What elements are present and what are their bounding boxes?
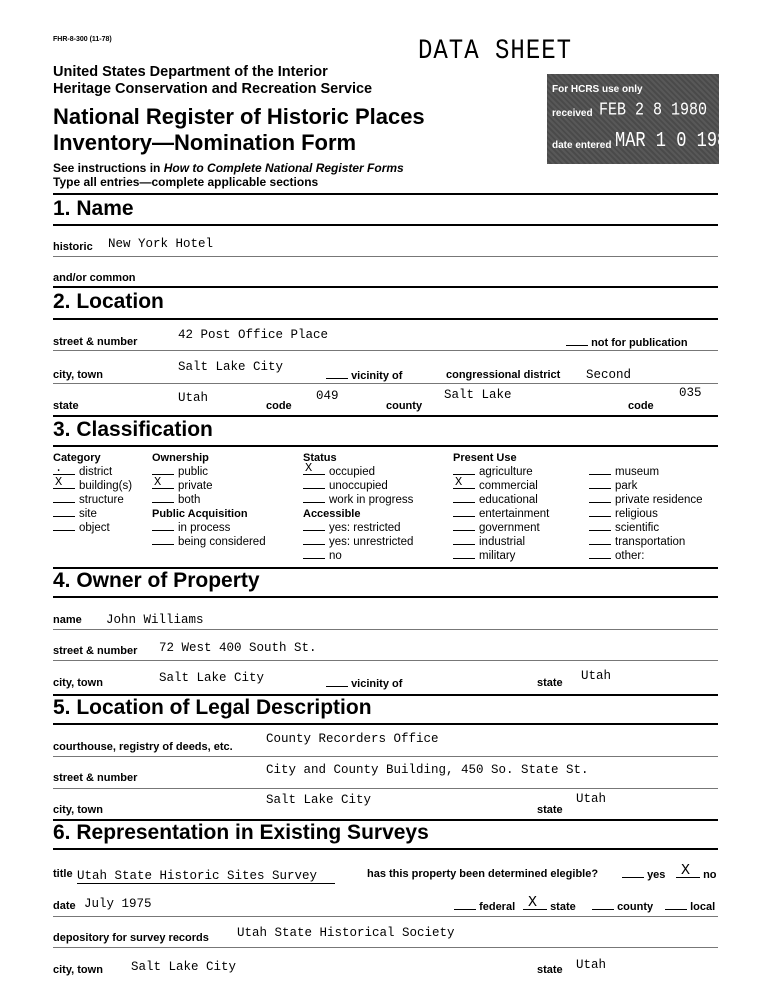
checkbox-structure[interactable]: structure <box>53 493 132 507</box>
stamp-received-date: FEB 2 8 1980 <box>599 100 708 121</box>
checkbox-no[interactable]: no <box>303 549 413 563</box>
form-title-line-1: National Register of Historic Places <box>53 104 425 129</box>
stamp-entered-date: MAR 1 0 1980 <box>615 129 738 154</box>
checkbox-religious[interactable]: religious <box>589 507 703 521</box>
section-1-heading: 1. Name <box>53 197 134 220</box>
category-list <box>53 461 133 535</box>
divider <box>53 916 718 917</box>
status-list <box>303 461 414 563</box>
stamp-heading: For HCRS use only <box>552 84 643 95</box>
checkbox-object[interactable]: object <box>53 521 132 535</box>
accessible-title: Accessible <box>303 508 361 520</box>
owner-city-label: city, town <box>53 677 103 689</box>
ownership-title: Ownership <box>152 452 209 464</box>
owner-city-value: Salt Lake City <box>159 671 265 685</box>
instructions-line-1: See instructions in How to Complete National Register Forms <box>53 161 404 175</box>
street-number-value: 42 Post Office Place <box>178 328 329 342</box>
owner-name-value: John Williams <box>106 613 204 627</box>
section-3-heading: 3. Classification <box>53 418 213 441</box>
legal-street-value: City and County Building, 450 So. State St. <box>266 763 589 777</box>
hcrs-use-stamp <box>547 74 738 164</box>
instructions-line-2: Type all entries—complete applicable sections <box>53 175 319 189</box>
form-code: FHR-8-300 (11-78) <box>53 36 112 43</box>
state-code-value: 049 <box>316 389 339 403</box>
checkbox-private[interactable]: X private <box>154 475 213 492</box>
depository-city-value: Salt Lake City <box>131 960 237 974</box>
checkbox-park[interactable]: park <box>589 479 703 493</box>
checkbox-private-residence[interactable]: private residence <box>589 493 703 507</box>
determined-no[interactable]: X no <box>676 868 717 881</box>
checkbox-entertainment[interactable]: entertainment <box>453 507 549 521</box>
section-4-heading: 4. Owner of Property <box>53 569 260 592</box>
divider <box>53 660 718 661</box>
checkbox-unoccupied[interactable]: unoccupied <box>303 479 413 493</box>
checkbox-in-process[interactable]: in process <box>152 521 266 535</box>
divider <box>53 756 718 757</box>
present-use-col-1 <box>453 465 549 563</box>
checkbox-other[interactable]: other: <box>589 549 703 563</box>
checkbox-public[interactable]: public <box>152 465 266 479</box>
level-county[interactable]: county <box>592 900 653 913</box>
level-state[interactable]: X state <box>523 900 576 913</box>
data-sheet-stamp: DATA SHEET <box>418 35 573 68</box>
level-federal[interactable]: federal <box>454 900 515 913</box>
present-use-title: Present Use <box>453 452 517 464</box>
owner-vicinity: vicinity of <box>326 677 402 690</box>
city-town-label: city, town <box>53 369 103 381</box>
legal-city-value: Salt Lake City <box>266 793 372 807</box>
checkbox-being-considered[interactable]: being considered <box>152 535 266 549</box>
divider <box>53 629 718 630</box>
present-use-col-2 <box>589 465 703 563</box>
survey-title-label: title <box>53 868 73 880</box>
ownership-list <box>152 465 266 549</box>
divider <box>53 383 718 384</box>
checkbox-agriculture[interactable]: agriculture <box>453 465 549 479</box>
divider <box>53 848 718 850</box>
checkbox-scientific[interactable]: scientific <box>589 521 703 535</box>
street-number-label: street & number <box>53 336 138 348</box>
divider <box>53 596 718 598</box>
divider <box>53 286 718 288</box>
survey-date-label: date <box>53 900 76 912</box>
congressional-district-value: Second <box>586 368 632 382</box>
checkbox-transportation[interactable]: transportation <box>589 535 703 549</box>
determined-yes[interactable]: yes <box>622 868 665 881</box>
determined-eligible-label: has this property been determined elegible? <box>367 868 599 880</box>
county-code-label: code <box>628 400 654 412</box>
depository-value: Utah State Historical Society <box>237 926 455 940</box>
depository-label: depository for survey records <box>53 932 209 944</box>
divider <box>53 350 718 351</box>
checkbox-industrial[interactable]: industrial <box>453 535 549 549</box>
agency-line-2: Heritage Conservation and Recreation Service <box>53 81 373 97</box>
category-title: Category <box>53 452 101 464</box>
status-title: Status <box>303 452 337 464</box>
section-6-heading: 6. Representation in Existing Surveys <box>53 821 429 844</box>
courthouse-label: courthouse, registry of deeds, etc. <box>53 741 233 753</box>
divider <box>53 788 718 789</box>
checkbox-district[interactable]: . district <box>55 461 113 478</box>
not-for-publication: not for publication <box>566 336 688 349</box>
common-name-label: and/or common <box>53 272 136 284</box>
vicinity-of: vicinity of <box>326 369 402 382</box>
checkbox-both[interactable]: both <box>152 493 266 507</box>
owner-street-value: 72 West 400 South St. <box>159 641 317 655</box>
form-title-line-2: Inventory—Nomination Form <box>53 130 357 155</box>
owner-state-label: state <box>537 677 563 689</box>
county-value: Salt Lake <box>444 388 512 402</box>
stamp-entered-label: date entered <box>552 140 612 151</box>
checkbox-site[interactable]: site <box>53 507 132 521</box>
section-5-heading: 5. Location of Legal Description <box>53 696 372 719</box>
divider <box>53 256 718 257</box>
state-code-label: code <box>266 400 292 412</box>
section-2-heading: 2. Location <box>53 290 164 313</box>
checkbox-military[interactable]: military <box>453 549 549 563</box>
county-code-value: 035 <box>679 386 702 400</box>
divider <box>53 947 718 948</box>
owner-street-label: street & number <box>53 645 138 657</box>
legal-state-label: state <box>537 804 563 816</box>
divider <box>53 318 718 320</box>
depository-state-label: state <box>537 964 563 976</box>
checkbox-commercial[interactable]: X commercial <box>455 475 538 492</box>
divider <box>53 723 718 725</box>
survey-date-value: July 1975 <box>84 897 152 911</box>
agency-line-1: United States Department of the Interior <box>53 64 328 80</box>
city-town-value: Salt Lake City <box>178 360 284 374</box>
state-value: Utah <box>178 391 209 405</box>
divider <box>53 193 718 195</box>
divider <box>53 445 718 447</box>
historic-value: New York Hotel <box>108 237 214 251</box>
congressional-district-label: congressional district <box>446 369 561 381</box>
owner-name-label: name <box>53 614 82 626</box>
legal-state-value: Utah <box>576 792 607 806</box>
checkbox-government[interactable]: government <box>453 521 549 535</box>
owner-state-value: Utah <box>581 669 612 683</box>
depository-state-value: Utah <box>576 958 607 972</box>
checkbox-educational[interactable]: educational <box>453 493 549 507</box>
depository-city-label: city, town <box>53 964 103 976</box>
stamp-received-label: received <box>552 108 593 119</box>
checkbox-museum[interactable]: museum <box>589 465 703 479</box>
survey-title-value: Utah State Historic Sites Survey <box>77 869 335 884</box>
historic-label: historic <box>53 241 93 253</box>
checkbox-buildings[interactable]: X building(s) <box>55 475 133 492</box>
state-label: state <box>53 400 79 412</box>
checkbox-work-in-progress[interactable]: work in progress <box>303 493 413 507</box>
divider <box>53 224 718 226</box>
checkbox-occupied[interactable]: X occupied <box>305 461 376 478</box>
legal-street-label: street & number <box>53 772 138 784</box>
county-label: county <box>386 400 423 412</box>
legal-city-label: city, town <box>53 804 103 816</box>
courthouse-value: County Recorders Office <box>266 732 439 746</box>
checkbox-yes-unrestricted[interactable]: yes: unrestricted <box>303 535 413 549</box>
public-acquisition-title: Public Acquisition <box>152 508 248 520</box>
checkbox-yes-restricted[interactable]: yes: restricted <box>303 521 413 535</box>
level-local[interactable]: local <box>665 900 715 913</box>
divider <box>53 415 718 417</box>
